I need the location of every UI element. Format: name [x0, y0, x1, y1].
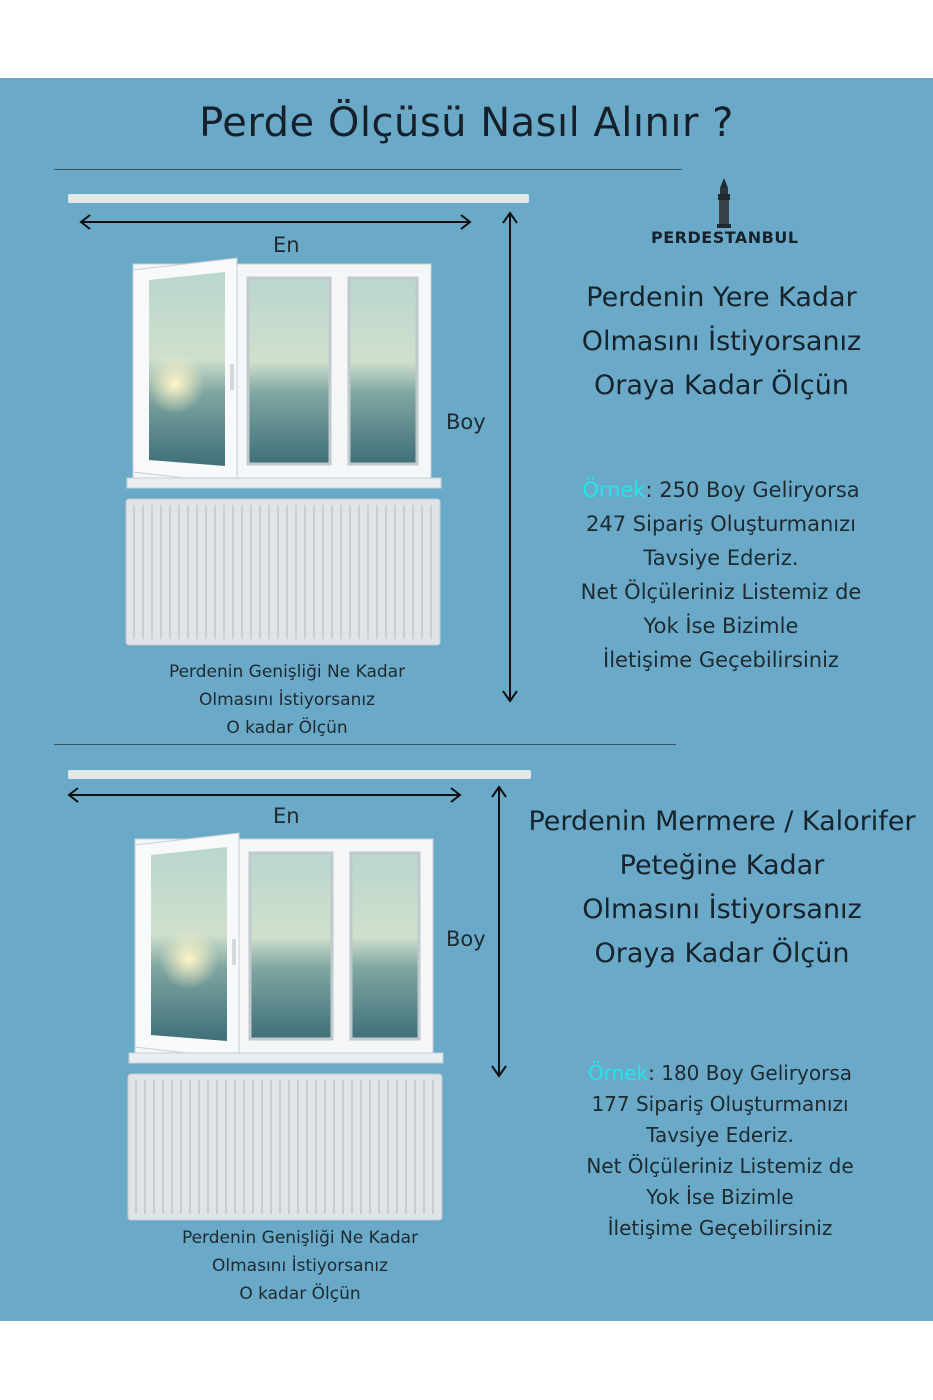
width-arrow: [78, 214, 473, 230]
brand-logo: PERDESTANBUL: [651, 228, 799, 247]
window-illustration: [127, 256, 445, 492]
width-caption: Perdenin Genişliği Ne Kadar Olmasını İstiyorsanız O kadar Ölçün: [181, 1228, 419, 1304]
curtain-rail: [68, 194, 529, 203]
title-divider: [54, 169, 682, 170]
height-arrow: [502, 210, 518, 704]
height-label: Boy: [446, 927, 486, 951]
example-line: Örnek: 180 Boy Geliryorsa: [587, 1061, 853, 1085]
section1-example: Örnek: 250 Boy Geliryorsa 247 Sipariş Oluşturmanızı Tavsiye Ederiz. Net Ölçüleriniz Listemiz de Yok İse Bizimle İletişime Geçebilirsiniz: [560, 473, 882, 677]
height-label: Boy: [446, 410, 486, 434]
curtain-rail: [68, 770, 531, 779]
tower-icon: [712, 178, 736, 230]
width-label: En: [273, 233, 300, 257]
radiator-illustration: [126, 499, 440, 645]
width-label: En: [273, 804, 300, 828]
section2-heading: Perdenin Mermere / Kalorifer Peteğine Kadar Olmasını İstiyorsanız Oraya Kadar Ölçün: [528, 806, 916, 969]
width-arrow: [66, 787, 463, 803]
section2-example: Örnek: 180 Boy Geliryorsa 177 Sipariş Oluşturmanızı Tavsiye Ederiz. Net Ölçüleriniz Listemiz de Yok İse Bizimle İletişime Geçebilirsiniz: [570, 1058, 870, 1244]
section-divider: [54, 744, 676, 745]
page-title: Perde Ölçüsü Nasıl Alınır ?: [199, 100, 734, 146]
height-arrow: [491, 784, 507, 1079]
radiator-illustration: [128, 1074, 442, 1220]
width-caption: Perdenin Genişliği Ne Kadar Olmasını İstiyorsanız O kadar Ölçün: [168, 662, 406, 738]
example-line: Örnek: 250 Boy Geliryorsa: [582, 478, 860, 502]
section1-heading: Perdenin Yere Kadar Olmasını İstiyorsanız Oraya Kadar Ölçün: [581, 282, 862, 401]
window-illustration: [129, 831, 447, 1067]
